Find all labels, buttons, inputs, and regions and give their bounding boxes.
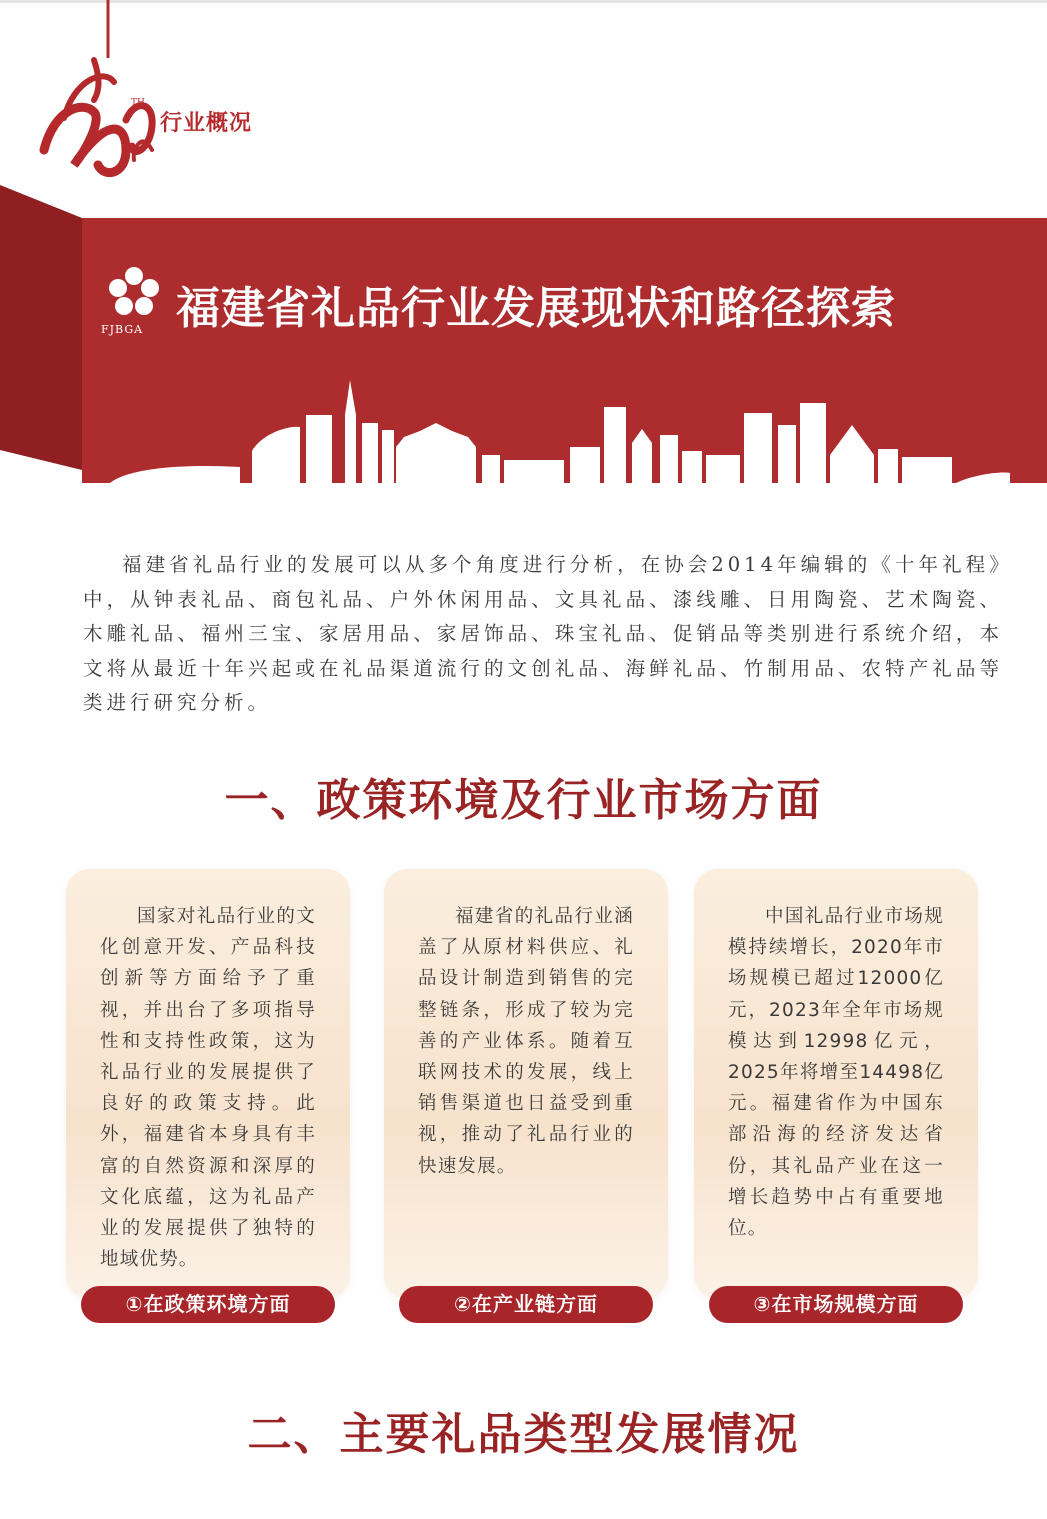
info-card-policy <box>66 869 350 1324</box>
card-badge: ①在政策环境方面 <box>81 1286 335 1323</box>
fjbga-label: FJBGA <box>101 323 144 336</box>
card-text: 中国礼品行业市场规模持续增长，2020年市场规模已超过12000亿元，2023年全年市场规模达到12998亿元，2025年将增至14498亿元。福建省作为中国东部沿海的经济发达省份，其礼品产业在这一增长趋势中占有重要地位。 <box>728 906 944 1240</box>
title-banner <box>0 185 1047 495</box>
section-title-policy: 一、政策环境及行业市场方面 <box>224 775 823 826</box>
intro-paragraph: 福建省礼品行业的发展可以从多个角度进行分析，在协会2014年编辑的《十年礼程》中，从钟表礼品、商包礼品、户外休闲用品、文具礼品、漆线雕、日用陶瓷、艺术陶瓷、木雕礼品、福州三宝、家居用品、家居饰品、珠宝礼品、促销品等类别进行系统介绍，本文将从最近十年兴起或在礼品渠道流行的文创礼品、海鲜礼品、竹制用品、农特产礼品等类进行研究分析。 <box>83 553 1003 714</box>
info-card-market-size <box>694 869 978 1324</box>
fjbga-flower-icon <box>104 264 164 316</box>
card-badge: ③在市场规模方面 <box>709 1286 963 1323</box>
card-badge: ②在产业链方面 <box>399 1286 653 1323</box>
card-text: 国家对礼品行业的文化创意开发、产品科技创新等方面给予了重视，并出台了多项指导性和支持性政策，这为礼品行业的发展提供了良好的政策支持。此外，福建省本身具有丰富的自然资源和深厚的文化底蕴，这为礼品产业的发展提供了独特的地域优势。 <box>100 906 316 1271</box>
tenth-anniversary-logo <box>34 0 274 200</box>
logo-superscript: TH <box>131 98 145 108</box>
section-title-gift-types: 二、主要礼品类型发展情况 <box>247 1409 800 1460</box>
section-label: 行业概况 <box>160 110 253 136</box>
card-text: 福建省的礼品行业涵盖了从原材料供应、礼品设计制造到销售的完整链条，形成了较为完善的产业体系。随着互联网技术的发展，线上销售渠道也日益受到重视，推动了礼品行业的快速发展。 <box>418 906 634 1177</box>
info-card-industry-chain <box>384 869 668 1324</box>
banner-title: 福建省礼品行业发展现状和路径探索 <box>176 283 896 334</box>
